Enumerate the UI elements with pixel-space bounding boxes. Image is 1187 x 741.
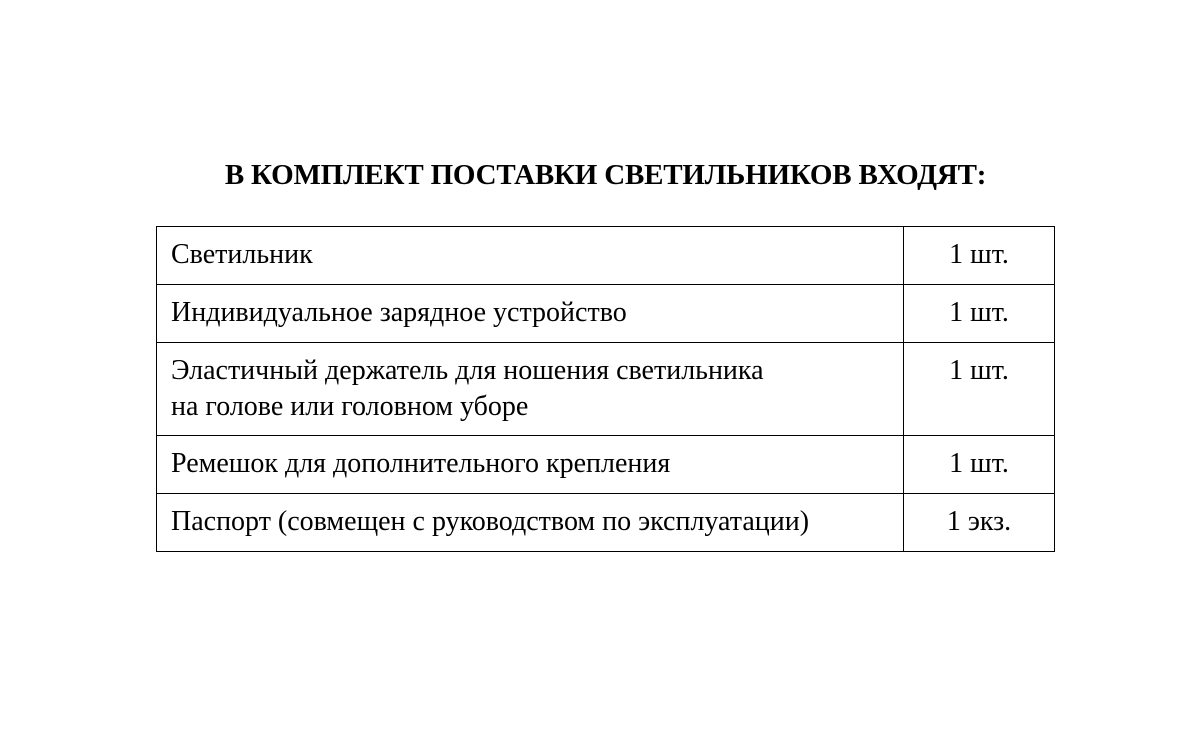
item-name-cell <box>157 285 904 343</box>
item-name: Светильник <box>171 239 313 270</box>
item-name: Паспорт (совмещен с руководством по эксплуатации) <box>171 506 810 537</box>
item-name-line: Эластичный держатель для ношения светильника <box>171 355 764 386</box>
item-name: Индивидуальное зарядное устройство <box>171 297 627 328</box>
table-row <box>157 494 1055 552</box>
item-qty-cell: 1 шт. <box>904 436 1055 494</box>
item-name: Ремешок для дополнительного крепления <box>171 448 671 479</box>
item-qty-cell: 1 шт. <box>904 343 1055 436</box>
item-name-cell <box>157 436 904 494</box>
item-name-cell <box>157 343 904 436</box>
table-row <box>157 285 1055 343</box>
item-name-cell <box>157 227 904 285</box>
table-row <box>157 227 1055 285</box>
item-qty-cell: 1 шт. <box>904 227 1055 285</box>
item-name-line: на голове или головном уборе <box>171 391 529 422</box>
item-name-cell <box>157 494 904 552</box>
item-qty-cell: 1 шт. <box>904 285 1055 343</box>
item-qty-cell: 1 экз. <box>904 494 1055 552</box>
page-title: В КОМПЛЕКТ ПОСТАВКИ СВЕТИЛЬНИКОВ ВХОДЯТ: <box>224 159 987 191</box>
table-row <box>157 436 1055 494</box>
table-row <box>157 343 1055 436</box>
delivery-set-table <box>156 226 1055 552</box>
